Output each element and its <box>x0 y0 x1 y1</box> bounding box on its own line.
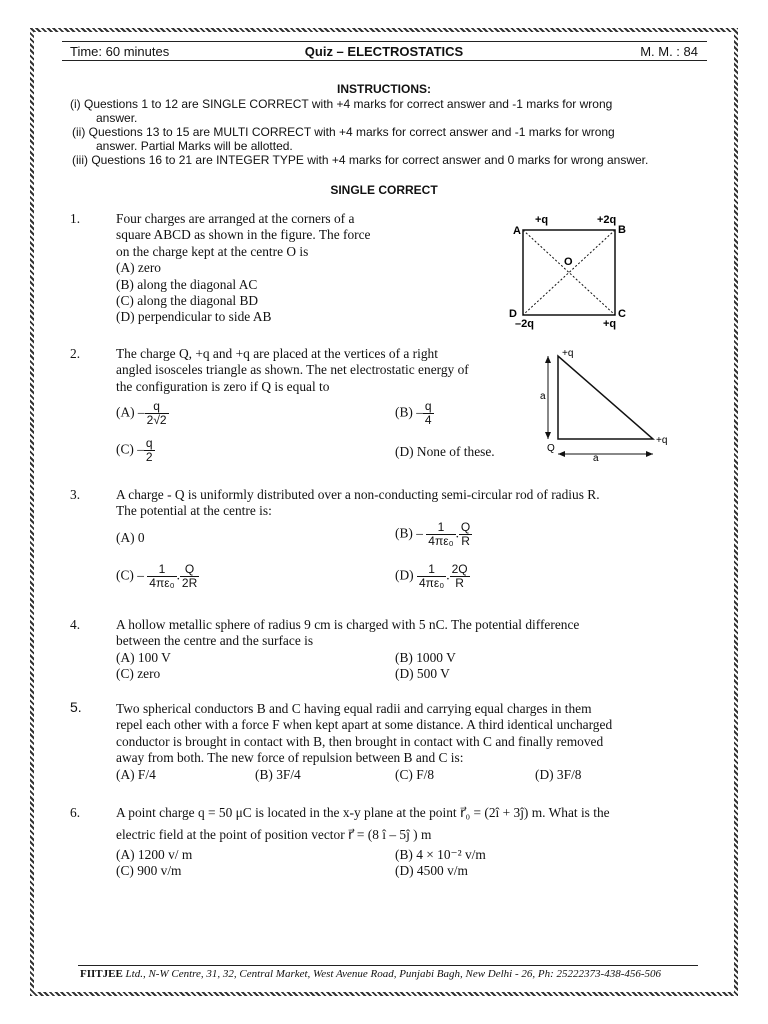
q1-square-figure <box>505 205 635 330</box>
footer-rule <box>78 965 698 966</box>
q1-option-d[interactable]: (D) perpendicular to side AB <box>116 309 272 325</box>
q2-number: 2. <box>70 346 81 361</box>
header-top-rule <box>62 41 707 42</box>
charge-q-origin: Q <box>547 443 555 454</box>
q2-triangle-figure <box>538 344 678 464</box>
q4-number: 4. <box>70 617 81 632</box>
q5-text: Two spherical conductors B and C having equal radii and carrying equal charges in them repel each other with a force F when kept apart at some distance. A third identical uncharged conductor is brought in contact with B, then brought in contact with C and finally removed away from both. The new force of repulsion between B and C is: <box>116 701 613 766</box>
q1-number: 1. <box>70 211 81 226</box>
instruction-iii: (iii) Questions 16 to 21 are INTEGER TYPE with +4 marks for correct answer and 0 marks for wrong answer. <box>72 153 649 167</box>
q3-number: 3. <box>70 487 81 502</box>
q4-option-a[interactable]: (A) 100 V <box>116 650 171 665</box>
charge-c: +q <box>603 318 617 330</box>
q3-option-b[interactable]: (B) – $\frac{1}{\text{4πε₀}}$ . $\frac{Q}{R}$ <box>395 520 471 548</box>
label-d: D <box>509 308 517 320</box>
footer-brand: FIITJEE <box>80 968 123 980</box>
q1-option-c[interactable]: (C) along the diagonal BD <box>116 293 259 309</box>
label-a: A <box>513 225 521 237</box>
charge-d: –2q <box>515 318 534 330</box>
time-label: Time: 60 minutes <box>70 44 170 59</box>
instruction-i-line1: (i) Questions 1 to 12 are SINGLE CORRECT with +4 marks for correct answer and -1 marks for wrong <box>70 97 613 111</box>
q5-option-b[interactable]: (B) 3F/4 <box>255 767 301 782</box>
charge-top: +q <box>562 348 574 359</box>
q6-option-c[interactable]: (C) 900 v/m <box>116 863 182 878</box>
label-o: O <box>564 256 573 268</box>
q6-option-b[interactable]: (B) 4 × 10⁻² v/m <box>395 847 486 862</box>
footer <box>80 968 661 980</box>
instructions-heading: INSTRUCTIONS: <box>337 82 431 96</box>
q3-text: A charge - Q is uniformly distributed over a non-conducting semi-circular rod of radius R. The potential at the centre is: <box>116 487 600 519</box>
q6-number: 6. <box>70 805 81 820</box>
charge-b: +2q <box>597 214 617 226</box>
q5-option-c[interactable]: (C) F/8 <box>395 767 435 782</box>
label-side-v: a <box>540 391 546 402</box>
page-title: Quiz – ELECTROSTATICS <box>304 44 464 59</box>
q5-number: 5. <box>70 699 82 715</box>
instruction-ii-line1: (ii) Questions 13 to 15 are MULTI CORRECT with +4 marks for correct answer and -1 marks for wrong <box>72 125 615 139</box>
instruction-ii-line2: answer. Partial Marks will be allotted. <box>96 139 293 153</box>
charge-a: +q <box>535 214 549 226</box>
q6-option-d[interactable]: (D) 4500 v/m <box>395 863 468 878</box>
q6-option-a[interactable]: (A) 1200 v/ m <box>116 847 193 862</box>
q4-option-c[interactable]: (C) zero <box>116 666 161 681</box>
q2-text: The charge Q, +q and +q are placed at the vertices of a right angled isosceles triangle as shown. The net electrostatic energy of the configuration is zero if Q is equal to <box>116 346 469 394</box>
right-triangle <box>558 356 653 439</box>
charge-right: +q <box>656 435 668 446</box>
q4-option-b[interactable]: (B) 1000 V <box>395 650 456 665</box>
label-b: B <box>618 224 626 236</box>
q6-text: A point charge q = 50 μC is located in the x-y plane at the point r⃗₀ = (2î + 3ĵ) m. What is the electric field at the point of position vector r⃗ = (8 î – 5ĵ ) m <box>116 805 610 843</box>
q2-option-a[interactable]: (A) – $\frac{q}{2√2}$ <box>116 399 167 427</box>
q3-option-c[interactable]: (C) – $\frac{1}{\text{4πε₀}}$ . $\frac{Q}{2R}$ <box>116 562 198 590</box>
label-c: C <box>618 308 626 320</box>
footer-address: Ltd., N-W Centre, 31, 32, Central Market, West Avenue Road, Punjabi Bagh, New Delhi - 26, Ph: 25222373-438-456-506 <box>125 968 662 980</box>
header-bottom-rule <box>62 60 707 61</box>
section-heading: SINGLE CORRECT <box>330 183 438 197</box>
q1-option-a[interactable]: (A) zero <box>116 260 161 276</box>
q4-text: A hollow metallic sphere of radius 9 cm is charged with 5 nC. The potential difference between the centre and the surface is <box>116 617 580 649</box>
label-side-h: a <box>593 453 599 464</box>
max-marks-label: M. M. : 84 <box>640 44 698 59</box>
q2-option-d[interactable]: (D) None of these. <box>395 444 495 459</box>
q2-option-c[interactable]: (C) – $\frac{q}{2}$ <box>116 436 153 464</box>
q5-option-d[interactable]: (D) 3F/8 <box>535 767 582 782</box>
q1-option-b[interactable]: (B) along the diagonal AC <box>116 276 258 292</box>
square-abcd <box>523 230 615 315</box>
q4-option-d[interactable]: (D) 500 V <box>395 666 450 681</box>
q3-option-d[interactable]: (D) $\frac{1}{\text{4πε₀}}$ . $\frac{2Q}{R}$ <box>395 562 468 590</box>
q2-option-b[interactable]: (B) – $\frac{q}{4}$ <box>395 399 432 427</box>
q5-option-a[interactable]: (A) F/4 <box>116 767 156 782</box>
diagonal-bd <box>523 230 615 315</box>
diagonal-ac <box>523 230 615 315</box>
q1-text: Four charges are arranged at the corners of a square ABCD as shown in the figure. The force on the charge kept at the centre O is (A) zero (B) along the diagonal AC (C) along the diagonal BD (D) perpendicular to side AB <box>116 211 426 326</box>
instruction-i-line2: answer. <box>96 111 138 125</box>
q3-option-a[interactable]: (A) 0 <box>116 530 145 545</box>
